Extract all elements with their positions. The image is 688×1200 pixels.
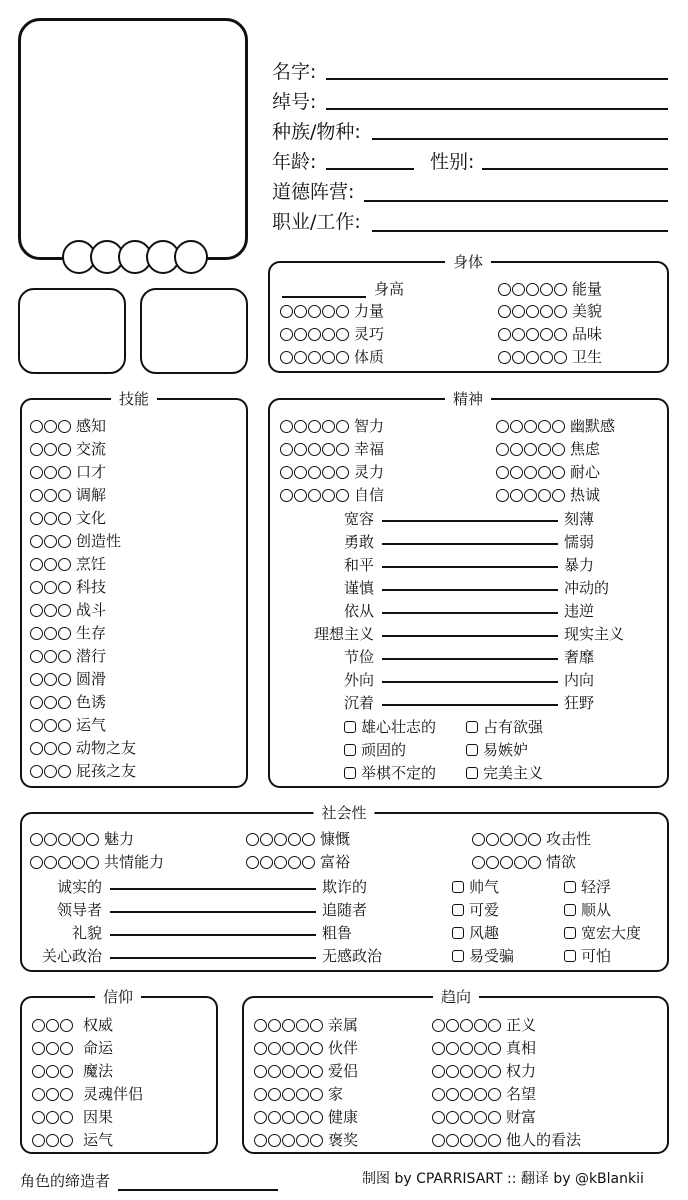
stat-charm: 魅力 — [30, 830, 134, 848]
stat-confidence: 自信 — [280, 486, 384, 504]
scale-track[interactable] — [382, 520, 558, 522]
credit-text: 制图 by CPARRISART :: 翻译 by @kBlankii — [362, 1171, 644, 1187]
scale-left-label: 领导者 — [56, 901, 102, 919]
scale-left-label: 宽容 — [343, 510, 374, 528]
trait-checkbox[interactable]: 可怕 — [564, 947, 611, 965]
skill-item: 感知 — [30, 417, 106, 435]
trait-checkbox[interactable]: 雄心壮志的 — [344, 718, 436, 736]
trait-checkbox[interactable]: 占有欲强 — [466, 718, 543, 736]
job-label: 职业/工作: — [272, 211, 361, 233]
tendency-item: 健康 — [254, 1108, 358, 1126]
scale-right-label: 冲动的 — [564, 579, 610, 597]
skill-item: 动物之友 — [30, 739, 136, 757]
trait-checkbox[interactable]: 顺从 — [564, 901, 611, 919]
belief-title: 信仰 — [95, 988, 141, 1006]
skill-item: 运气 — [30, 716, 106, 734]
skill-item: 烹饪 — [30, 555, 106, 573]
stat-anxiety: 焦虑 — [496, 440, 600, 458]
scale-track[interactable] — [382, 589, 558, 591]
nickname-label: 绰号: — [272, 91, 317, 113]
scale-track[interactable] — [110, 911, 316, 913]
tendency-item: 权力 — [432, 1062, 536, 1080]
tendency-item: 伙伴 — [254, 1039, 358, 1057]
scale-track[interactable] — [382, 635, 558, 637]
scale-track[interactable] — [382, 681, 558, 683]
scale-track[interactable] — [382, 566, 558, 568]
skill-item: 生存 — [30, 624, 106, 642]
scale-right-label: 暴力 — [564, 556, 595, 574]
race-label: 种族/物种: — [272, 121, 361, 143]
portrait-frame[interactable] — [18, 18, 248, 260]
stat-aggression: 攻击性 — [472, 830, 591, 848]
scale-right-label: 狂野 — [564, 694, 595, 712]
tendency-item: 他人的看法 — [432, 1131, 581, 1149]
trait-checkbox[interactable]: 举棋不定的 — [344, 764, 436, 782]
scale-track[interactable] — [382, 612, 558, 614]
scale-right-label: 奢靡 — [564, 648, 595, 666]
scale-left-label: 沉着 — [343, 694, 374, 712]
scale-left-label: 外向 — [343, 671, 374, 689]
skill-item: 创造性 — [30, 532, 121, 550]
scale-right-label: 粗鲁 — [322, 924, 353, 942]
scale-track[interactable] — [382, 658, 558, 660]
scale-right-label: 欺诈的 — [322, 878, 368, 896]
skill-item: 口才 — [30, 463, 106, 481]
stat-sincerity: 热诚 — [496, 486, 600, 504]
trait-checkbox[interactable]: 易受骗 — [452, 947, 514, 965]
scale-left-label: 依从 — [343, 602, 374, 620]
belief-item: 因果 — [32, 1108, 113, 1126]
scale-right-label: 懦弱 — [564, 533, 595, 551]
scale-right-label: 内向 — [564, 671, 595, 689]
belief-item: 灵魂伴侣 — [32, 1085, 143, 1103]
scale-left-label: 关心政治 — [41, 947, 102, 965]
tendency-item: 褒奖 — [254, 1131, 358, 1149]
scale-track[interactable] — [382, 543, 558, 545]
scale-left-label: 礼貌 — [71, 924, 102, 942]
tendency-item: 名望 — [432, 1085, 536, 1103]
scale-track[interactable] — [110, 888, 316, 890]
stat-energy: 能量 — [498, 280, 602, 298]
scale-track[interactable] — [110, 957, 316, 959]
belief-item: 权威 — [32, 1016, 113, 1034]
trait-checkbox[interactable]: 风趣 — [452, 924, 499, 942]
nickname-field[interactable] — [326, 108, 668, 110]
stat-humor: 幽默感 — [496, 417, 615, 435]
creator-field[interactable] — [118, 1189, 278, 1191]
stat-constitution: 体质 — [280, 348, 384, 366]
tendency-item: 亲属 — [254, 1016, 358, 1034]
stat-patience: 耐心 — [496, 463, 600, 481]
height-field[interactable] — [282, 296, 366, 298]
skill-item: 色诱 — [30, 693, 106, 711]
trait-checkbox[interactable]: 顽固的 — [344, 741, 406, 759]
stat-intelligence: 智力 — [280, 417, 384, 435]
skill-item: 屁孩之友 — [30, 762, 136, 780]
social-title: 社会性 — [313, 804, 374, 822]
scale-left-label: 勇敢 — [343, 533, 374, 551]
small-portrait-right[interactable] — [140, 288, 248, 374]
stat-generosity: 慷慨 — [246, 830, 350, 848]
stat-height: 身高 — [374, 280, 405, 298]
skill-item: 交流 — [30, 440, 106, 458]
trait-checkbox[interactable]: 轻浮 — [564, 878, 611, 896]
small-portrait-left[interactable] — [18, 288, 126, 374]
scale-left-label: 理想主义 — [313, 625, 374, 643]
trait-checkbox[interactable]: 易嫉妒 — [466, 741, 528, 759]
belief-item: 魔法 — [32, 1062, 113, 1080]
stat-hygiene: 卫生 — [498, 348, 602, 366]
scale-right-label: 现实主义 — [564, 625, 625, 643]
scale-right-label: 追随者 — [322, 901, 368, 919]
trait-checkbox[interactable]: 宽宏大度 — [564, 924, 641, 942]
scale-right-label: 违逆 — [564, 602, 595, 620]
trait-checkbox[interactable]: 完美主义 — [466, 764, 543, 782]
scale-left-label: 谨慎 — [343, 579, 374, 597]
skill-item: 文化 — [30, 509, 106, 527]
creator-label: 角色的缔造者 — [20, 1172, 111, 1190]
body-title: 身体 — [445, 253, 491, 271]
tendency-item: 真相 — [432, 1039, 536, 1057]
stat-taste: 品味 — [498, 325, 602, 343]
job-field[interactable] — [372, 230, 668, 232]
scale-track[interactable] — [382, 704, 558, 706]
stat-desire: 情欲 — [472, 853, 576, 871]
stat-empathy: 共情能力 — [30, 853, 164, 871]
gender-field[interactable] — [482, 168, 668, 170]
skill-item: 潜行 — [30, 647, 106, 665]
mind-title: 精神 — [445, 390, 491, 408]
tendency-item: 财富 — [432, 1108, 536, 1126]
alignment-label: 道德阵营: — [272, 181, 355, 203]
skill-item: 调解 — [30, 486, 106, 504]
trait-checkbox[interactable]: 帅气 — [452, 878, 499, 896]
belief-item: 命运 — [32, 1039, 113, 1057]
stat-spirit: 灵力 — [280, 463, 384, 481]
skill-item: 圆滑 — [30, 670, 106, 688]
scale-left-label: 节俭 — [343, 648, 374, 666]
belief-item: 运气 — [32, 1131, 113, 1149]
skill-item: 战斗 — [30, 601, 106, 619]
race-field[interactable] — [372, 138, 668, 140]
stat-wealth: 富裕 — [246, 853, 350, 871]
scale-left-label: 诚实的 — [56, 878, 102, 896]
stat-beauty: 美貌 — [498, 302, 602, 320]
stat-happiness: 幸福 — [280, 440, 384, 458]
name-label: 名字: — [272, 61, 317, 83]
trait-checkbox[interactable]: 可爱 — [452, 901, 499, 919]
tendency-item: 家 — [254, 1085, 343, 1103]
name-field[interactable] — [326, 78, 668, 80]
age-label: 年龄: — [272, 151, 317, 173]
tendency-title: 趋向 — [433, 988, 479, 1006]
portrait-tokens — [62, 240, 206, 274]
alignment-field[interactable] — [364, 200, 668, 202]
stat-strength: 力量 — [280, 302, 384, 320]
tendency-item: 正义 — [432, 1016, 536, 1034]
skill-item: 科技 — [30, 578, 106, 596]
scale-right-label: 刻薄 — [564, 510, 595, 528]
scale-left-label: 和平 — [343, 556, 374, 574]
tendency-item: 爱侣 — [254, 1062, 358, 1080]
stat-dexterity: 灵巧 — [280, 325, 384, 343]
scale-right-label: 无感政治 — [322, 947, 383, 965]
scale-track[interactable] — [110, 934, 316, 936]
age-field[interactable] — [326, 168, 414, 170]
gender-label: 性别: — [430, 151, 475, 173]
skills-title: 技能 — [111, 390, 157, 408]
